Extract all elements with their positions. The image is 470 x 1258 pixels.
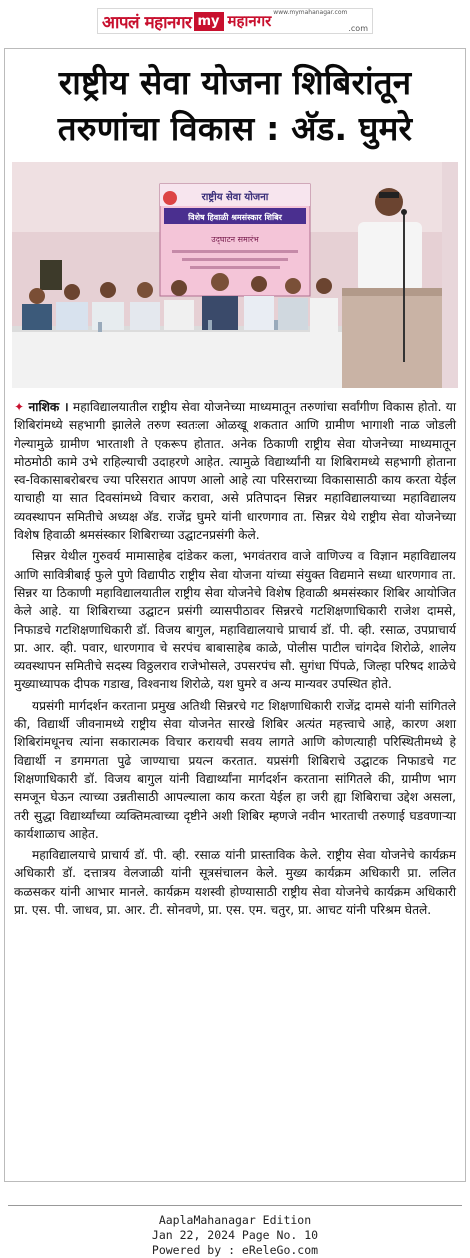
powered-by[interactable]: Powered by : eReleGo.com xyxy=(151,1243,319,1257)
dateline: नाशिक । xyxy=(28,400,69,414)
newspaper-logo[interactable] xyxy=(97,8,373,34)
banner-title-text: राष्ट्रीय सेवा योजना xyxy=(201,192,269,203)
event-photo xyxy=(12,162,458,388)
logo-right-text: महानगर xyxy=(227,12,272,30)
article-headline: राष्ट्रीय सेवा योजना शिबिरांतून तरुणांचा विकास : अ‍ॅड. घुमरे xyxy=(57,63,413,148)
edition-date-page: Jan 22, 2024 Page No. 10 xyxy=(151,1228,319,1242)
logo-website: www.mymahanagar.com xyxy=(273,9,348,16)
article-paragraph xyxy=(14,398,456,544)
edition-footer xyxy=(0,1213,470,1258)
logo-com: .com xyxy=(348,24,368,33)
article-body xyxy=(14,398,456,922)
article-paragraph: यप्रसंगी मार्गदर्शन करताना प्रमुख अतिथी सिन्नरचे गट शिक्षणाधिकारी राजेंद्र दामसे यांनी सांगितले की, विद्यार्थी जीवनामध्ये राष्ट्रीय सेवा योजनेत सारखे शिबिर अत्यंत महत्त्वाचे आहे, कारण अशा शिबिरांमधूनच त्यांना सकारात्मक विचार करायची सवय लागते आणि कोणत्याही परिस्थितीमध्ये हे विद्यार्थी न डगमगता पुढे जाण्याचा प्रयत्न करतात. यप्रसंगी शिबिराचे उद्घाटक निफाडचे गट शिक्षणाधिकारी डॉ. विजय बागुल यांनी विद्यार्थ्यांना मार्गदर्शन करताना सांगितले की, ग्रामीण भाग समजून घेऊन त्याच्या उन्नतीसाठी आपल्याला काय करता येईल हा जरी ह्या शिबिराचा उद्देश असला, तरी सुद्धा विद्यार्थ्यांच्या व्यक्तिमत्वाच्या दृष्टीने अशी शिबिर म्हणजे नवीन भारताची तरुणाई घडवणाऱ्या कार्यशाळाच आहेत. xyxy=(14,698,456,841)
article-paragraph: महाविद्यालयाचे प्राचार्य डॉ. पी. व्ही. रसाळ यांनी प्रास्ताविक केले. राष्ट्रीय सेवा योजनेचे कार्यक्रम अधिकारी डॉ. दत्तात्रय वेलजाळी यांनी सूत्रसंचालन केले. मुख्य कार्यक्रम अधिकारी प्रा. ललित कळसकर यांनी आभार मानले. कार्यक्रम यशस्वी होण्यासाठी राष्ट्रीय सेवा योजनेचे कार्यक्रम अधिकारी प्रा. एस. पी. जाधव, प्रा. आर. टी. सोनवणे, प्रा. एस. एम. चतुर, प्रा. आचट यांनी परिश्रम घेतले. xyxy=(14,848,456,918)
banner-subtitle-text: विशेष हिवाळी श्रमसंस्कार शिबिर xyxy=(188,213,282,222)
star-bullet-icon: ✦ xyxy=(14,400,25,414)
banner-event-text: उद्‌घाटन समारंभ xyxy=(211,235,259,244)
logo-mid-text: my xyxy=(194,12,224,31)
event-photo-illustration xyxy=(12,162,458,388)
article-paragraph: सिन्नर येथील गुरुवर्य मामासाहेब दांडेकर कला, भगवंतराव वाजे वाणिज्य व विज्ञान महाविद्यालय आणि सावित्रीबाई फुले पुणे विद्यापीठ राष्ट्रीय सेवा योजना यांच्या संयुक्त विद्यमाने सध्या धारणगाव ता. सिन्नर या ठिकाणी महाविद्यालयातील राष्ट्रीय सेवा योजनेचे विशेष हिवाळी श्रमसंस्कार शिबिर आयोजित केले आहे. या शिबिराच्या उद्घाटन प्रसंगी व्यासपीठावर सिन्नरचे गटशिक्षणाधिकारी राजेश दामसे, निफाडचे गटशिक्षणाधिकारी डॉ. विजय बागुल, महाविद्यालयाचे प्राचार्य डॉ. पी. व्ही. रसाळ, उपप्राचार्य प्रा. आर. व्ही. पवार, धारणगाव चे सरपंच बाबासाहेब काळे, पोलीस पाटील चांगदेव शिरोळे, शालेय व्यवस्थापन समितीचे सदस्य विठ्ठलराव राजेभोसले, उपसरपंच सौ. सुगंधा पिंपळे, जिल्हा परिषद शाळेचे मुख्याध्यापक दीपक गडाख, विश्वनाथ शिरोळे, यश घुमरे व अन्य मान्यवर उपस्थित होते. xyxy=(14,549,456,692)
masthead xyxy=(0,0,470,46)
edition-name: AaplaMahanagar Edition xyxy=(158,1213,312,1227)
logo-left-text: आपलं महानगर xyxy=(101,12,192,33)
footer-divider xyxy=(8,1205,462,1206)
paragraph-text: महाविद्यालयातील राष्ट्रीय सेवा योजनेच्या माध्यमातून तरुणांचा सर्वांगीण विकास होतो. या शिबिरांमध्ये सहभागी झालेले तरुण स्वतःला ओळखू शकतात आणि ग्रामीण भागाशी नाळ जोडली गेल्यामुळे ग्रामीण भारताशी ते एकरूप होतात. अनेक ठिकाणी राष्ट्रीय सेवा योजनेच्या माध्यमातून मोठमोठी कामे उभे राहिल्याची उदाहरणे आहेत. त्यामुळे विद्यार्थ्यांनी या शिबिरामध्ये सहभागी होताना स्व-विकासाबरोबरच ज्या परिसरात आपण आलो आहे त्या परिसराच्या विकासासाठी काय करता येईल याचाही या सात दिवसांमध्ये विचार करावा, असे प्रतिपादन सिन्नर महाविद्यालयाच्या महाविद्यालय व्यवस्थापन समितीचे अध्यक्ष अ‍ॅड. राजेंद्र घुमरे यांनी धारणगाव ता. सिन्नर येथे राष्ट्रीय सेवा योजनेच्या विशेष हिवाळी श्रमसंस्कार शिबिराच्या उद्घाटनप्रसंगी केले. xyxy=(14,400,457,543)
